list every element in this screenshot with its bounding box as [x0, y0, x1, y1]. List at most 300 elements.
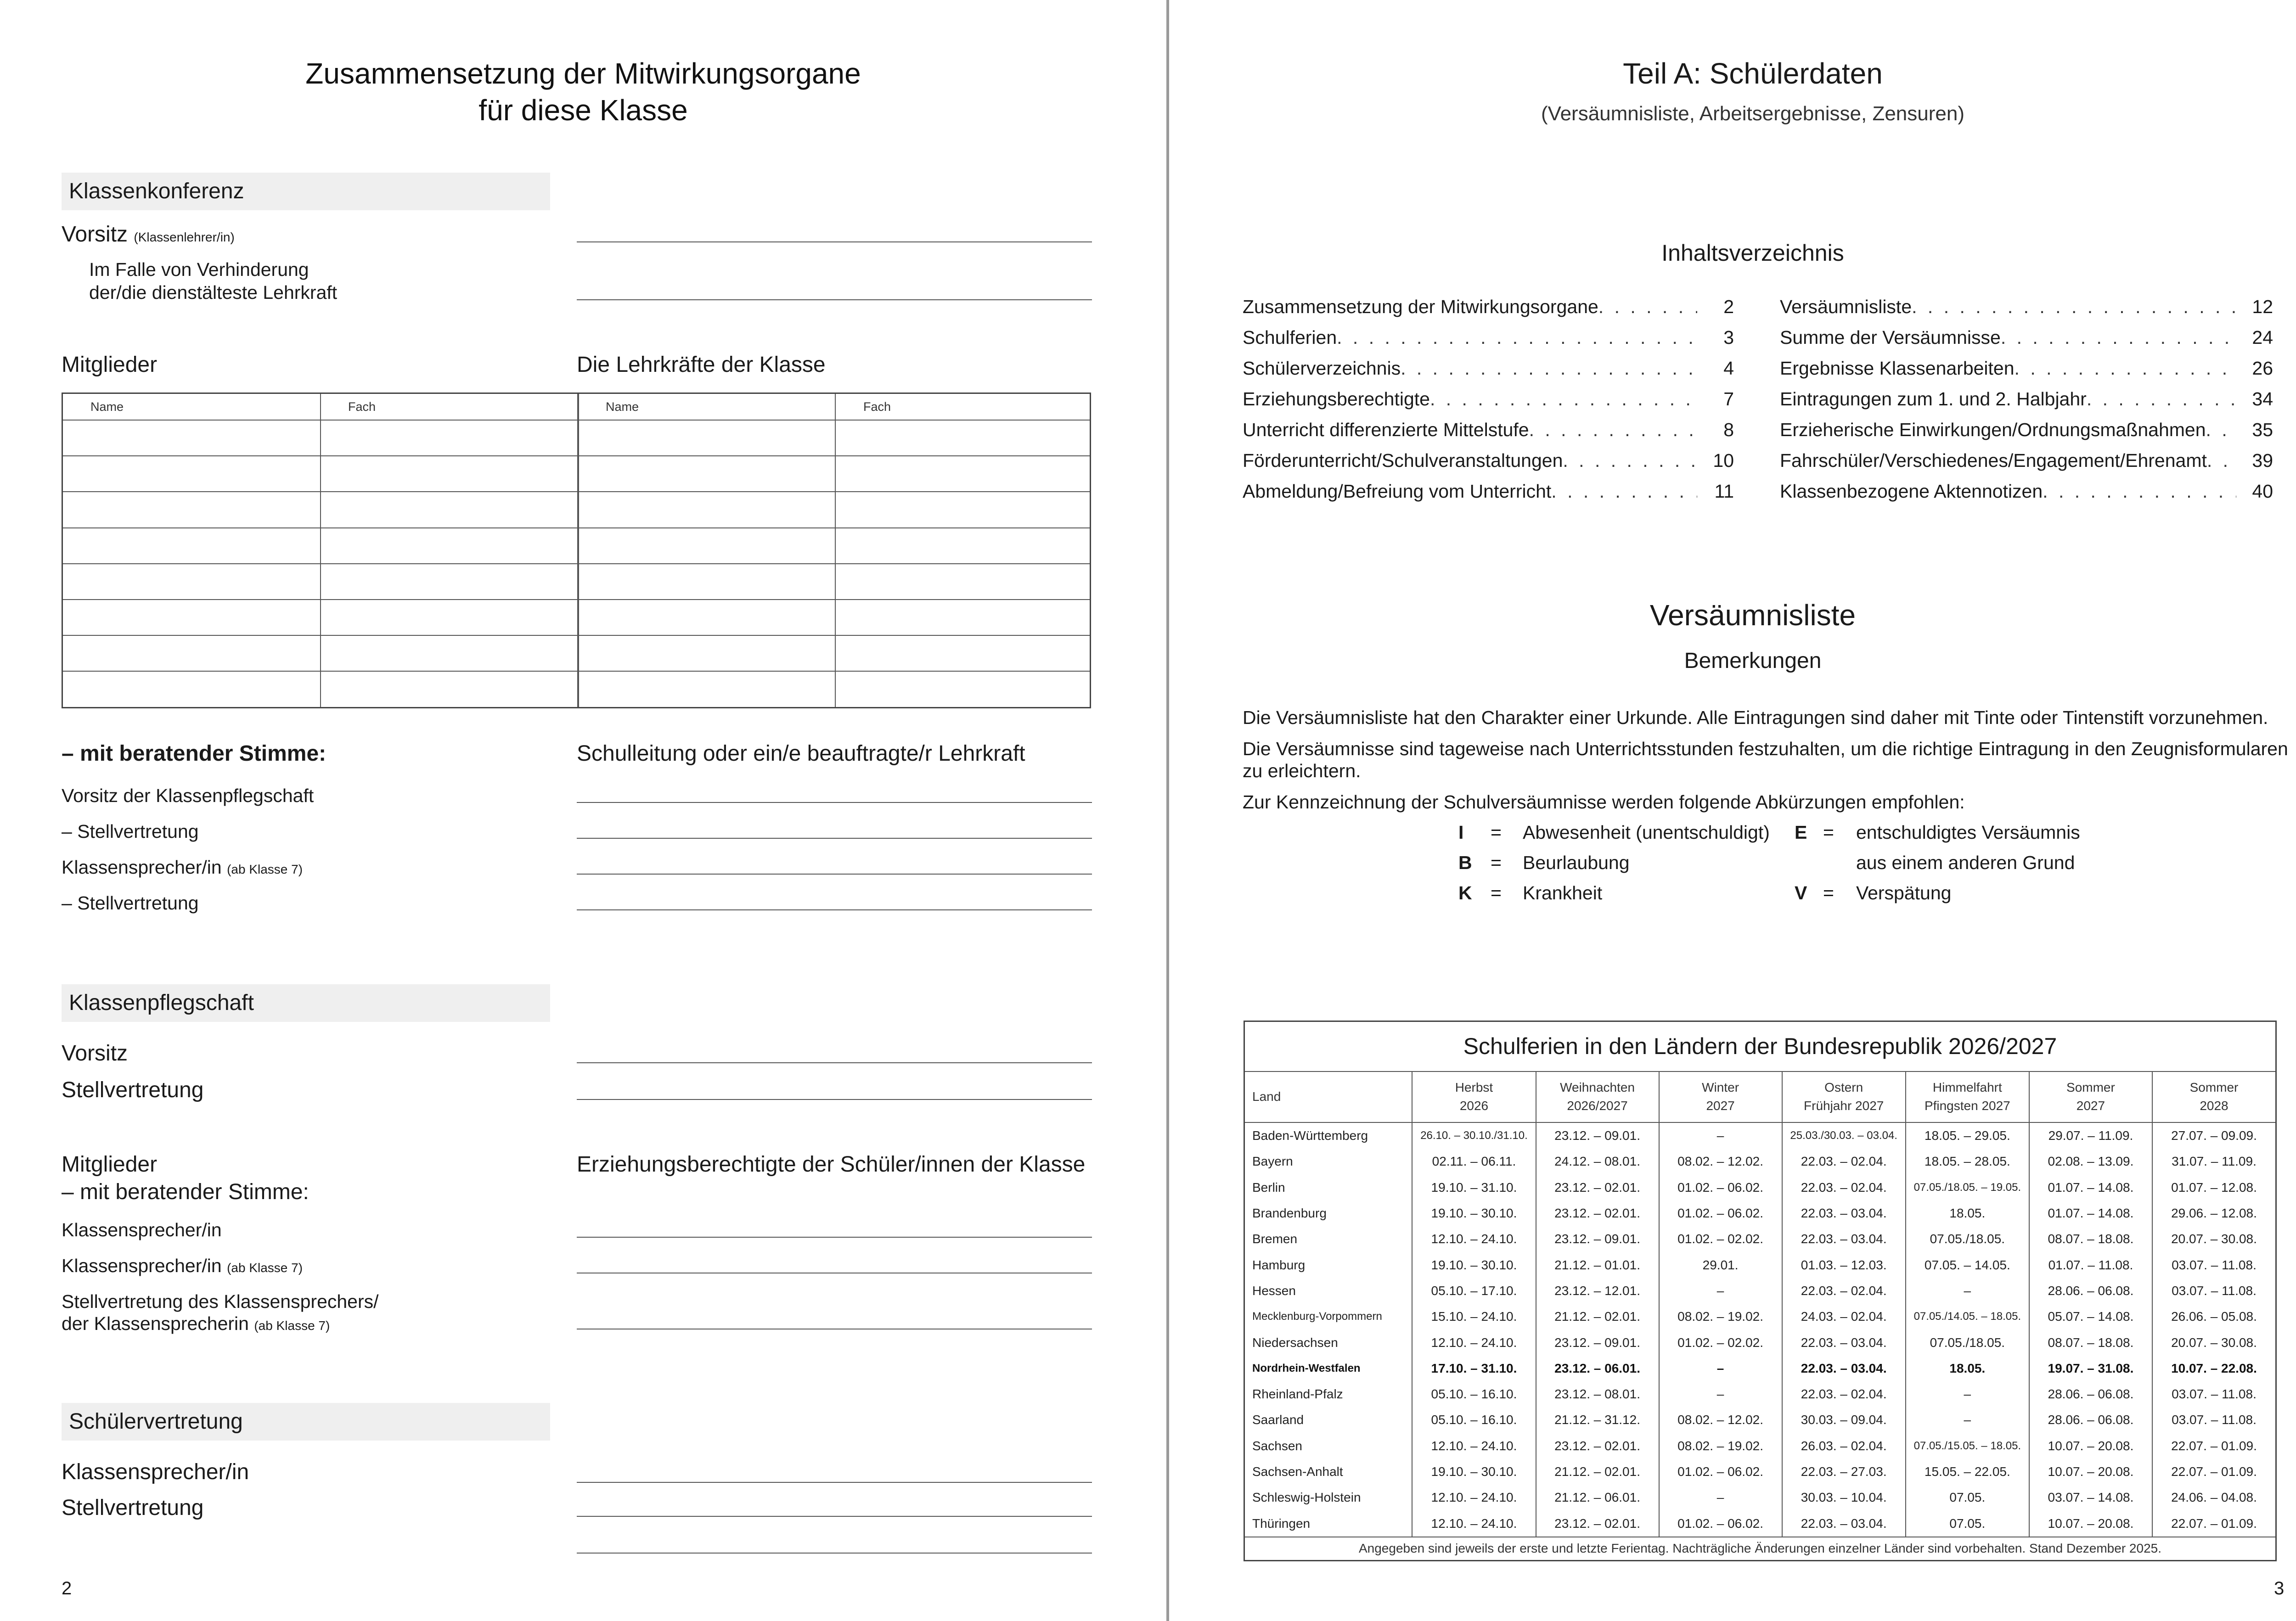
kp-vorsitz-label: Vorsitz [62, 1041, 128, 1066]
toc-dots [2087, 384, 2236, 415]
toc-dots [1598, 292, 1697, 322]
holidays-date-cell: 19.10. – 31.10. [1412, 1175, 1536, 1200]
holidays-state-cell: Thüringen [1245, 1510, 1412, 1537]
holidays-date-cell: – [1659, 1122, 1782, 1149]
toc-page: 10 [1713, 450, 1734, 471]
col-header-line1: Sommer [2066, 1080, 2115, 1094]
holidays-date-cell: 30.03. – 10.04. [1782, 1485, 1906, 1510]
toc-dots [2043, 476, 2236, 507]
holidays-date-cell: 28.06. – 06.08. [2029, 1278, 2152, 1304]
toc-left [1243, 292, 1734, 507]
holidays-state-cell: Sachsen [1252, 1438, 1302, 1453]
holidays-row [1245, 1407, 2275, 1433]
lehrkraefte-label: Die Lehrkräfte der Klasse [577, 353, 826, 377]
beratend-label: – mit beratender Stimme: [62, 741, 326, 766]
abbr-key: I [1458, 822, 1464, 843]
toc-page: 4 [1723, 358, 1734, 379]
holidays-state-cell: Bayern [1252, 1154, 1293, 1169]
toc-dots [2207, 445, 2236, 476]
holidays-row [1245, 1278, 2275, 1304]
holidays-date-cell: 21.12. – 06.01. [1536, 1485, 1659, 1510]
holidays-date-cell: 08.07. – 18.08. [2029, 1226, 2152, 1252]
toc-dots [1430, 384, 1697, 415]
holidays-date-cell: 22.03. – 02.04. [1782, 1149, 1906, 1174]
teil-a-subtitle: (Versäumnisliste, Arbeitsergebnisse, Zensuren) [1541, 102, 1964, 125]
toc-entry[interactable] [1243, 384, 1734, 415]
verhinderung-label-2: der/die dienstälteste Lehrkraft [89, 282, 338, 303]
holidays-row [1245, 1329, 2275, 1355]
col-header-line1: Sommer [2189, 1080, 2239, 1094]
holidays-date-cell: 07.05./18.05. [1906, 1329, 2029, 1355]
holidays-date-cell: 31.07. – 11.09. [2152, 1149, 2275, 1174]
holidays-date-cell: 15.05. – 22.05. [1906, 1459, 2029, 1485]
abbr-text: Beurlaubung [1523, 852, 1630, 873]
holidays-date-cell: 20.07. – 30.08. [2152, 1226, 2275, 1252]
holidays-date-cell: 23.12. – 09.01. [1536, 1122, 1659, 1149]
kk-row-label-0: Vorsitz der Klassenpflegschaft [62, 785, 314, 806]
verhinderung-line[interactable] [577, 299, 1092, 300]
holidays-date-cell: 20.07. – 30.08. [2152, 1329, 2275, 1355]
holidays-col-header [1245, 1071, 1412, 1122]
holidays-date-cell: 01.02. – 02.02. [1659, 1329, 1782, 1355]
holidays-date-cell: 24.12. – 08.01. [1536, 1149, 1659, 1174]
teil-a-title: Teil A: Schülerdaten [1623, 57, 1883, 90]
holidays-date-cell: 03.07. – 11.08. [2152, 1381, 2275, 1407]
holidays-state-cell: Niedersachsen [1252, 1335, 1338, 1350]
sv-stellv-label: Stellvertretung [62, 1496, 204, 1520]
holidays-date-cell: 22.03. – 03.04. [1782, 1200, 1906, 1226]
col-header-line2: Frühjahr 2027 [1804, 1098, 1884, 1113]
toc-title: Schulferien [1243, 327, 1337, 348]
holidays-date-cell: 08.02. – 12.02. [1659, 1407, 1782, 1433]
grid-hline [63, 455, 1090, 456]
holidays-note: Angegeben sind jeweils der erste und letzte Ferientag. Nachträgliche Änderungen einzelner Länder sind vorbehalten. Stand Dezember 2025. [1358, 1541, 2161, 1555]
sv-extra-line[interactable] [577, 1553, 1092, 1554]
holidays-row [1245, 1252, 2275, 1278]
grid-hline [63, 527, 1090, 528]
toc-title: Erziehungsberechtigte [1243, 388, 1430, 409]
toc-page: 40 [2252, 481, 2273, 502]
holidays-date-cell: 01.02. – 06.02. [1659, 1459, 1782, 1485]
kk-row-line[interactable] [577, 909, 1092, 910]
abbr-key: B [1458, 852, 1472, 873]
holidays-date-cell: 19.10. – 30.10. [1412, 1252, 1536, 1278]
holidays-date-cell: 23.12. – 09.01. [1536, 1329, 1659, 1355]
holidays-date-cell: 22.07. – 01.09. [2152, 1510, 2275, 1537]
holidays-date-cell: 07.05./14.05. – 18.05. [1906, 1304, 2029, 1329]
grid-vline [320, 394, 321, 707]
holidays-date-cell: 01.03. – 12.03. [1782, 1252, 1906, 1278]
title-line-2: für diese Klasse [478, 94, 688, 127]
kk-row-line[interactable] [577, 838, 1092, 839]
holidays-date-cell: 22.03. – 27.03. [1782, 1459, 1906, 1485]
toc-entry[interactable] [1243, 476, 1734, 507]
col-header-line2: Pfingsten 2027 [1924, 1098, 2010, 1113]
abbr-b [1458, 851, 1630, 874]
holidays-body [1245, 1122, 2275, 1537]
holidays-state-cell: Bremen [1252, 1232, 1298, 1246]
paragraph-2b: zu erleichtern. [1243, 760, 1361, 781]
holidays-date-cell: 29.06. – 12.08. [2152, 1200, 2275, 1226]
toc-title: Eintragungen zum 1. und 2. Halbjahr [1780, 388, 2087, 409]
toc-page: 3 [1723, 327, 1734, 348]
holidays-date-cell: 08.02. – 19.02. [1659, 1304, 1782, 1329]
toc-entry[interactable] [1780, 292, 2273, 322]
kp-sprecher7-label [62, 1254, 303, 1279]
col-header-line2: 2026/2027 [1567, 1098, 1628, 1113]
holidays-date-cell: 01.07. – 11.08. [2029, 1252, 2152, 1278]
holidays-date-cell: 05.07. – 14.08. [2029, 1304, 2152, 1329]
holidays-date-cell: 28.06. – 06.08. [2029, 1381, 2152, 1407]
page-number-right: 3 [2274, 1578, 2285, 1599]
holidays-date-cell: 01.02. – 06.02. [1659, 1510, 1782, 1537]
kk-row-line[interactable] [577, 874, 1092, 875]
holidays-row [1245, 1433, 2275, 1459]
holidays-header-row [1245, 1071, 2275, 1122]
holidays-date-cell: 05.10. – 16.10. [1412, 1407, 1536, 1433]
holidays-date-cell: 23.12. – 09.01. [1536, 1226, 1659, 1252]
col-header-line2: 2027 [1706, 1098, 1735, 1113]
holidays-date-cell: 26.10. – 30.10./31.10. [1412, 1122, 1536, 1149]
holidays-date-cell: 18.05. – 28.05. [1906, 1149, 2029, 1174]
holidays-date-cell: 07.05. [1906, 1510, 2029, 1537]
holidays-date-cell: 18.05. [1906, 1356, 2029, 1381]
holidays-date-cell: 01.07. – 14.08. [2029, 1175, 2152, 1200]
holidays-date-cell: 02.11. – 06.11. [1412, 1149, 1536, 1174]
grid-hline [63, 635, 1090, 636]
holidays-state-cell: Saarland [1252, 1413, 1304, 1427]
toc-page: 34 [2252, 388, 2273, 409]
holidays-date-cell: 03.07. – 11.08. [2152, 1252, 2275, 1278]
kk-row-line[interactable] [577, 802, 1092, 803]
kp-beratend-label: – mit beratender Stimme: [62, 1180, 309, 1204]
holidays-date-cell: 07.05. – 14.05. [1906, 1252, 2029, 1278]
col-header-line1: Weihnachten [1560, 1080, 1635, 1094]
toc-entry[interactable] [1780, 415, 2273, 445]
holidays-date-cell: 03.07. – 14.08. [2029, 1485, 2152, 1510]
holidays-date-cell: 22.07. – 01.09. [2152, 1459, 2275, 1485]
holidays-date-cell: 05.10. – 16.10. [1412, 1381, 1536, 1407]
holidays-date-cell: 23.12. – 02.01. [1536, 1200, 1659, 1226]
kp-stellv2-label [62, 1312, 330, 1337]
toc-entry[interactable] [1780, 384, 2273, 415]
kp-erziehungsberechtigte-label: Erziehungsberechtigte der Schüler/innen der Klasse [577, 1152, 1086, 1177]
abbr-key: E [1795, 822, 1807, 843]
sv-stellv-line[interactable] [577, 1516, 1092, 1517]
holidays-date-cell: 07.05./18.05. – 19.05. [1906, 1175, 2029, 1200]
col-header-line1: Herbst [1455, 1080, 1493, 1094]
holidays-date-cell: 07.05. [1906, 1485, 2029, 1510]
toc-dots [2001, 322, 2236, 353]
holidays-date-cell: 25.03./30.03. – 03.04. [1782, 1122, 1906, 1149]
holidays-date-cell: 03.07. – 11.08. [2152, 1407, 2275, 1433]
page-title [0, 55, 1166, 129]
holidays-row [1245, 1381, 2275, 1407]
toc-entry[interactable] [1780, 322, 2273, 353]
col-header-line2: 2027 [2076, 1098, 2105, 1113]
vorsitz-text: Vorsitz [62, 222, 128, 247]
holidays-date-cell: 22.03. – 03.04. [1782, 1510, 1906, 1537]
holidays-date-cell: 21.12. – 31.12. [1536, 1407, 1659, 1433]
kp-vorsitz-line[interactable] [577, 1062, 1092, 1063]
holidays-date-cell: 12.10. – 24.10. [1412, 1226, 1536, 1252]
kp-stellv2-text: der Klassensprecherin [62, 1313, 249, 1334]
title-line-1: Zusammensetzung der Mitwirkungsorgane [305, 57, 861, 90]
toc-title: Summe der Versäumnisse [1780, 327, 2001, 348]
holidays-col-header [1782, 1071, 1906, 1122]
holidays-date-cell: 22.07. – 01.09. [2152, 1433, 2275, 1459]
holidays-date-cell: 02.08. – 13.09. [2029, 1149, 2152, 1174]
toc-entry[interactable] [1243, 415, 1734, 445]
vers-title: Versäumnisliste [1649, 599, 1856, 632]
holidays-row [1245, 1122, 2275, 1149]
holidays-col-header [1412, 1071, 1536, 1122]
holidays-state-cell: Baden-Württemberg [1252, 1128, 1368, 1143]
toc-page: 35 [2252, 419, 2273, 440]
holidays-date-cell: 10.07. – 22.08. [2152, 1356, 2275, 1381]
holidays-date-cell: 08.02. – 19.02. [1659, 1433, 1782, 1459]
toc-entry[interactable] [1243, 292, 1734, 322]
toc-heading: Inhaltsverzeichnis [1661, 240, 1844, 266]
col-header-line1: Winter [1702, 1080, 1739, 1094]
grid-vline [835, 394, 836, 707]
kp-sprecher7-text: Klassensprecher/in [62, 1255, 222, 1276]
holidays-state-cell: Hamburg [1252, 1257, 1306, 1272]
toc-title: Förderunterricht/Schulveranstaltungen [1243, 450, 1563, 471]
holidays-row [1245, 1304, 2275, 1329]
toc-title: Klassenbezogene Aktennotizen [1780, 481, 2043, 502]
holidays-date-cell: 22.03. – 03.04. [1782, 1226, 1906, 1252]
holidays-date-cell: 01.02. – 06.02. [1659, 1200, 1782, 1226]
holidays-date-cell: 22.03. – 02.04. [1782, 1278, 1906, 1304]
abbr-text: entschuldigtes Versäumnis [1856, 822, 2080, 843]
holidays-date-cell: 26.03. – 02.04. [1782, 1433, 1906, 1459]
vorsitz-line[interactable] [577, 241, 1092, 242]
abbr-text: Krankheit [1523, 882, 1603, 903]
toc-title: Abmeldung/Befreiung vom Unterricht [1243, 481, 1552, 502]
toc-title: Fahrschüler/Verschiedenes/Engagement/Ehrenamt [1780, 450, 2207, 471]
kp-sprecher7-note: (ab Klasse 7) [227, 1261, 303, 1275]
abbr-key: V [1795, 882, 1807, 903]
holidays-row [1245, 1200, 2275, 1226]
holidays-date-cell: 01.07. – 12.08. [2152, 1175, 2275, 1200]
grid-hline [63, 491, 1090, 492]
holidays-date-cell: 21.12. – 02.01. [1536, 1304, 1659, 1329]
paragraph-3: Zur Kennzeichnung der Schulversäumnisse werden folgende Abkürzungen empfohlen: [1243, 791, 1965, 813]
col-fach-2: Fach [863, 400, 891, 414]
toc-entry[interactable] [1243, 353, 1734, 384]
kp-stellv-label: Stellvertretung [62, 1078, 204, 1102]
holidays-box [1244, 1021, 2277, 1561]
vorsitz-note: (Klassenlehrer/in) [134, 230, 235, 244]
holidays-date-cell: 23.12. – 12.01. [1536, 1278, 1659, 1304]
kp-sprecher-line[interactable] [577, 1237, 1092, 1238]
grid-hline [63, 599, 1090, 600]
section-schuelervertretung: Schülervertretung [62, 1403, 550, 1441]
holidays-date-cell: 24.06. – 04.08. [2152, 1485, 2275, 1510]
toc-page: 2 [1723, 296, 1734, 317]
abbr-i [1458, 821, 1770, 844]
toc-entry[interactable] [1780, 445, 2273, 476]
toc-dots [1912, 292, 2236, 322]
holidays-date-cell: 30.03. – 09.04. [1782, 1407, 1906, 1433]
holidays-date-cell: 07.05./15.05. – 18.05. [1906, 1433, 2029, 1459]
toc-entry[interactable] [1780, 476, 2273, 507]
toc-entry[interactable] [1780, 353, 2273, 384]
abbr-v [1795, 881, 1952, 904]
grid-vline [577, 394, 579, 707]
holidays-date-cell: 19.10. – 30.10. [1412, 1459, 1536, 1485]
holidays-date-cell: 23.12. – 02.01. [1536, 1175, 1659, 1200]
toc-dots [1563, 445, 1697, 476]
holidays-date-cell: 10.07. – 20.08. [2029, 1433, 2152, 1459]
paragraph-1: Die Versäumnisliste hat den Charakter einer Urkunde. Alle Eintragungen sind daher mit Tinte oder Tintenstift vorzunehmen. [1243, 707, 2268, 728]
holidays-date-cell: 07.05./18.05. [1906, 1226, 2029, 1252]
abbr-key: K [1458, 882, 1472, 903]
holidays-date-cell: 10.07. – 20.08. [2029, 1459, 2152, 1485]
toc-page: 39 [2252, 450, 2273, 471]
holidays-date-cell: 01.02. – 06.02. [1659, 1175, 1782, 1200]
toc-title: Ergebnisse Klassenarbeiten [1780, 358, 2015, 379]
holidays-table [1245, 1071, 2275, 1537]
holidays-date-cell: – [1906, 1278, 2029, 1304]
toc-page: 26 [2252, 358, 2273, 379]
toc-page: 12 [2252, 296, 2273, 317]
holidays-date-cell: 27.07. – 09.09. [2152, 1122, 2275, 1149]
holidays-date-cell: 12.10. – 24.10. [1412, 1510, 1536, 1537]
holidays-state-cell: Mecklenburg-Vorpommern [1252, 1310, 1382, 1323]
abbr-eq: = [1491, 882, 1502, 903]
section-klassenpflegschaft: Klassenpflegschaft [62, 984, 550, 1022]
members-table[interactable] [62, 393, 1091, 708]
holidays-date-cell: 23.12. – 02.01. [1536, 1433, 1659, 1459]
abbr-e-line2: aus einem anderen Grund [1856, 852, 2075, 873]
toc-title: Unterricht differenzierte Mittelstufe [1243, 419, 1529, 440]
paragraph-2a: Die Versäumnisse sind tageweise nach Unterrichtsstunden festzuhalten, um die richtige Eintragung in den Zeugnisformularen [1243, 738, 2288, 759]
toc-title: Erzieherische Einwirkungen/Ordnungsmaßnahmen [1780, 419, 2206, 440]
holidays-date-cell: 24.03. – 02.04. [1782, 1304, 1906, 1329]
kp-mitglieder-label: Mitglieder [62, 1152, 158, 1177]
col-header-line1: Ostern [1824, 1080, 1863, 1094]
holidays-row [1245, 1510, 2275, 1537]
toc-dots [1337, 322, 1697, 353]
holidays-date-cell: 03.07. – 11.08. [2152, 1278, 2275, 1304]
toc-title: Zusammensetzung der Mitwirkungsorgane [1243, 296, 1598, 317]
kp-sprecher-label: Klassensprecher/in [62, 1219, 222, 1240]
holidays-col-header [2152, 1071, 2275, 1122]
sv-sprecher-line[interactable] [577, 1482, 1092, 1483]
holidays-col-header [1906, 1071, 2029, 1122]
holidays-date-cell: 29.07. – 11.09. [2029, 1122, 2152, 1149]
kk-row-note: (ab Klasse 7) [227, 862, 303, 876]
kk-row-label-2 [62, 856, 303, 881]
holidays-title: Schulferien in den Ländern der Bundesrepublik 2026/2027 [1245, 1022, 2275, 1072]
holidays-col-header [1536, 1071, 1659, 1122]
toc-dots [1401, 353, 1697, 384]
section-klassenkonferenz: Klassenkonferenz [62, 173, 550, 210]
toc-dots [2015, 353, 2236, 384]
toc-title: Schülerverzeichnis [1243, 358, 1401, 379]
holidays-date-cell: – [1659, 1381, 1782, 1407]
holidays-state-cell: Schleswig-Holstein [1252, 1490, 1361, 1505]
grid-hline [63, 671, 1090, 672]
toc-page: 24 [2252, 327, 2273, 348]
holidays-date-cell: – [1659, 1485, 1782, 1510]
col-fach-1: Fach [348, 400, 376, 414]
holidays-date-cell: – [1659, 1278, 1782, 1304]
kp-stellv-line[interactable] [577, 1099, 1092, 1100]
vers-subtitle: Bemerkungen [1684, 649, 1822, 673]
grid-hline [63, 563, 1090, 564]
holidays-state-cell: Berlin [1252, 1180, 1285, 1195]
holidays-state-cell: Sachsen-Anhalt [1252, 1464, 1343, 1479]
sv-sprecher-label: Klassensprecher/in [62, 1460, 249, 1484]
holidays-date-cell: 08.07. – 18.08. [2029, 1329, 2152, 1355]
mitglieder-label: Mitglieder [62, 353, 158, 377]
holidays-date-cell: – [1659, 1356, 1782, 1381]
vorsitz-label [62, 221, 235, 251]
holidays-row [1245, 1485, 2275, 1510]
holidays-row [1245, 1459, 2275, 1485]
holidays-date-cell: – [1906, 1381, 2029, 1407]
holidays-state-cell: Hessen [1252, 1283, 1296, 1298]
holidays-row [1245, 1175, 2275, 1200]
holidays-date-cell: 22.03. – 02.04. [1782, 1175, 1906, 1200]
col-name-1: Name [90, 400, 124, 414]
kk-row-label-1: – Stellvertretung [62, 821, 199, 842]
toc-page: 7 [1723, 388, 1734, 409]
col-header-line2: 2026 [1459, 1098, 1489, 1113]
holidays-date-cell: 26.06. – 05.08. [2152, 1304, 2275, 1329]
col-header-line2: 2028 [2200, 1098, 2228, 1113]
abbr-eq: = [1491, 852, 1502, 873]
holidays-date-cell: 28.06. – 06.08. [2029, 1407, 2152, 1433]
holidays-date-cell: 21.12. – 02.01. [1536, 1459, 1659, 1485]
holidays-date-cell: 22.03. – 02.04. [1782, 1381, 1906, 1407]
grid-hline [63, 420, 1090, 421]
holidays-date-cell: 15.10. – 24.10. [1412, 1304, 1536, 1329]
holidays-date-cell: 21.12. – 01.01. [1536, 1252, 1659, 1278]
holidays-row [1245, 1356, 2275, 1381]
abbr-eq: = [1823, 882, 1834, 903]
holidays-col-header [1659, 1071, 1782, 1122]
holidays-date-cell: 23.12. – 08.01. [1536, 1381, 1659, 1407]
holidays-col-header [2029, 1071, 2152, 1122]
holidays-state-cell: Nordrhein-Westfalen [1252, 1362, 1361, 1374]
toc-entry[interactable] [1243, 445, 1734, 476]
holidays-date-cell: 22.03. – 03.04. [1782, 1329, 1906, 1355]
holidays-date-cell: 18.05. – 29.05. [1906, 1122, 2029, 1149]
holidays-date-cell: 01.07. – 14.08. [2029, 1200, 2152, 1226]
abbr-text: Verspätung [1856, 882, 1952, 903]
toc-right [1780, 292, 2273, 507]
holidays-date-cell: 01.02. – 02.02. [1659, 1226, 1782, 1252]
col-header-line1: Himmelfahrt [1932, 1080, 2002, 1094]
verhinderung-label-1: Im Falle von Verhinderung [89, 259, 309, 280]
abbr-e [1795, 821, 2080, 844]
col-header-line1: Land [1252, 1089, 1281, 1104]
holidays-date-cell: 19.10. – 30.10. [1412, 1200, 1536, 1226]
toc-page: 11 [1714, 481, 1734, 502]
abbr-text: Abwesenheit (unentschuldigt) [1523, 822, 1770, 843]
toc-page: 8 [1723, 419, 1734, 440]
holidays-date-cell: 12.10. – 24.10. [1412, 1329, 1536, 1355]
kp-stellv1-label: Stellvertretung des Klassensprechers/ [62, 1291, 379, 1312]
holidays-date-cell: 18.05. [1906, 1200, 2029, 1226]
toc-entry[interactable] [1243, 322, 1734, 353]
col-name-2: Name [606, 400, 639, 414]
toc-dots [2206, 415, 2236, 445]
